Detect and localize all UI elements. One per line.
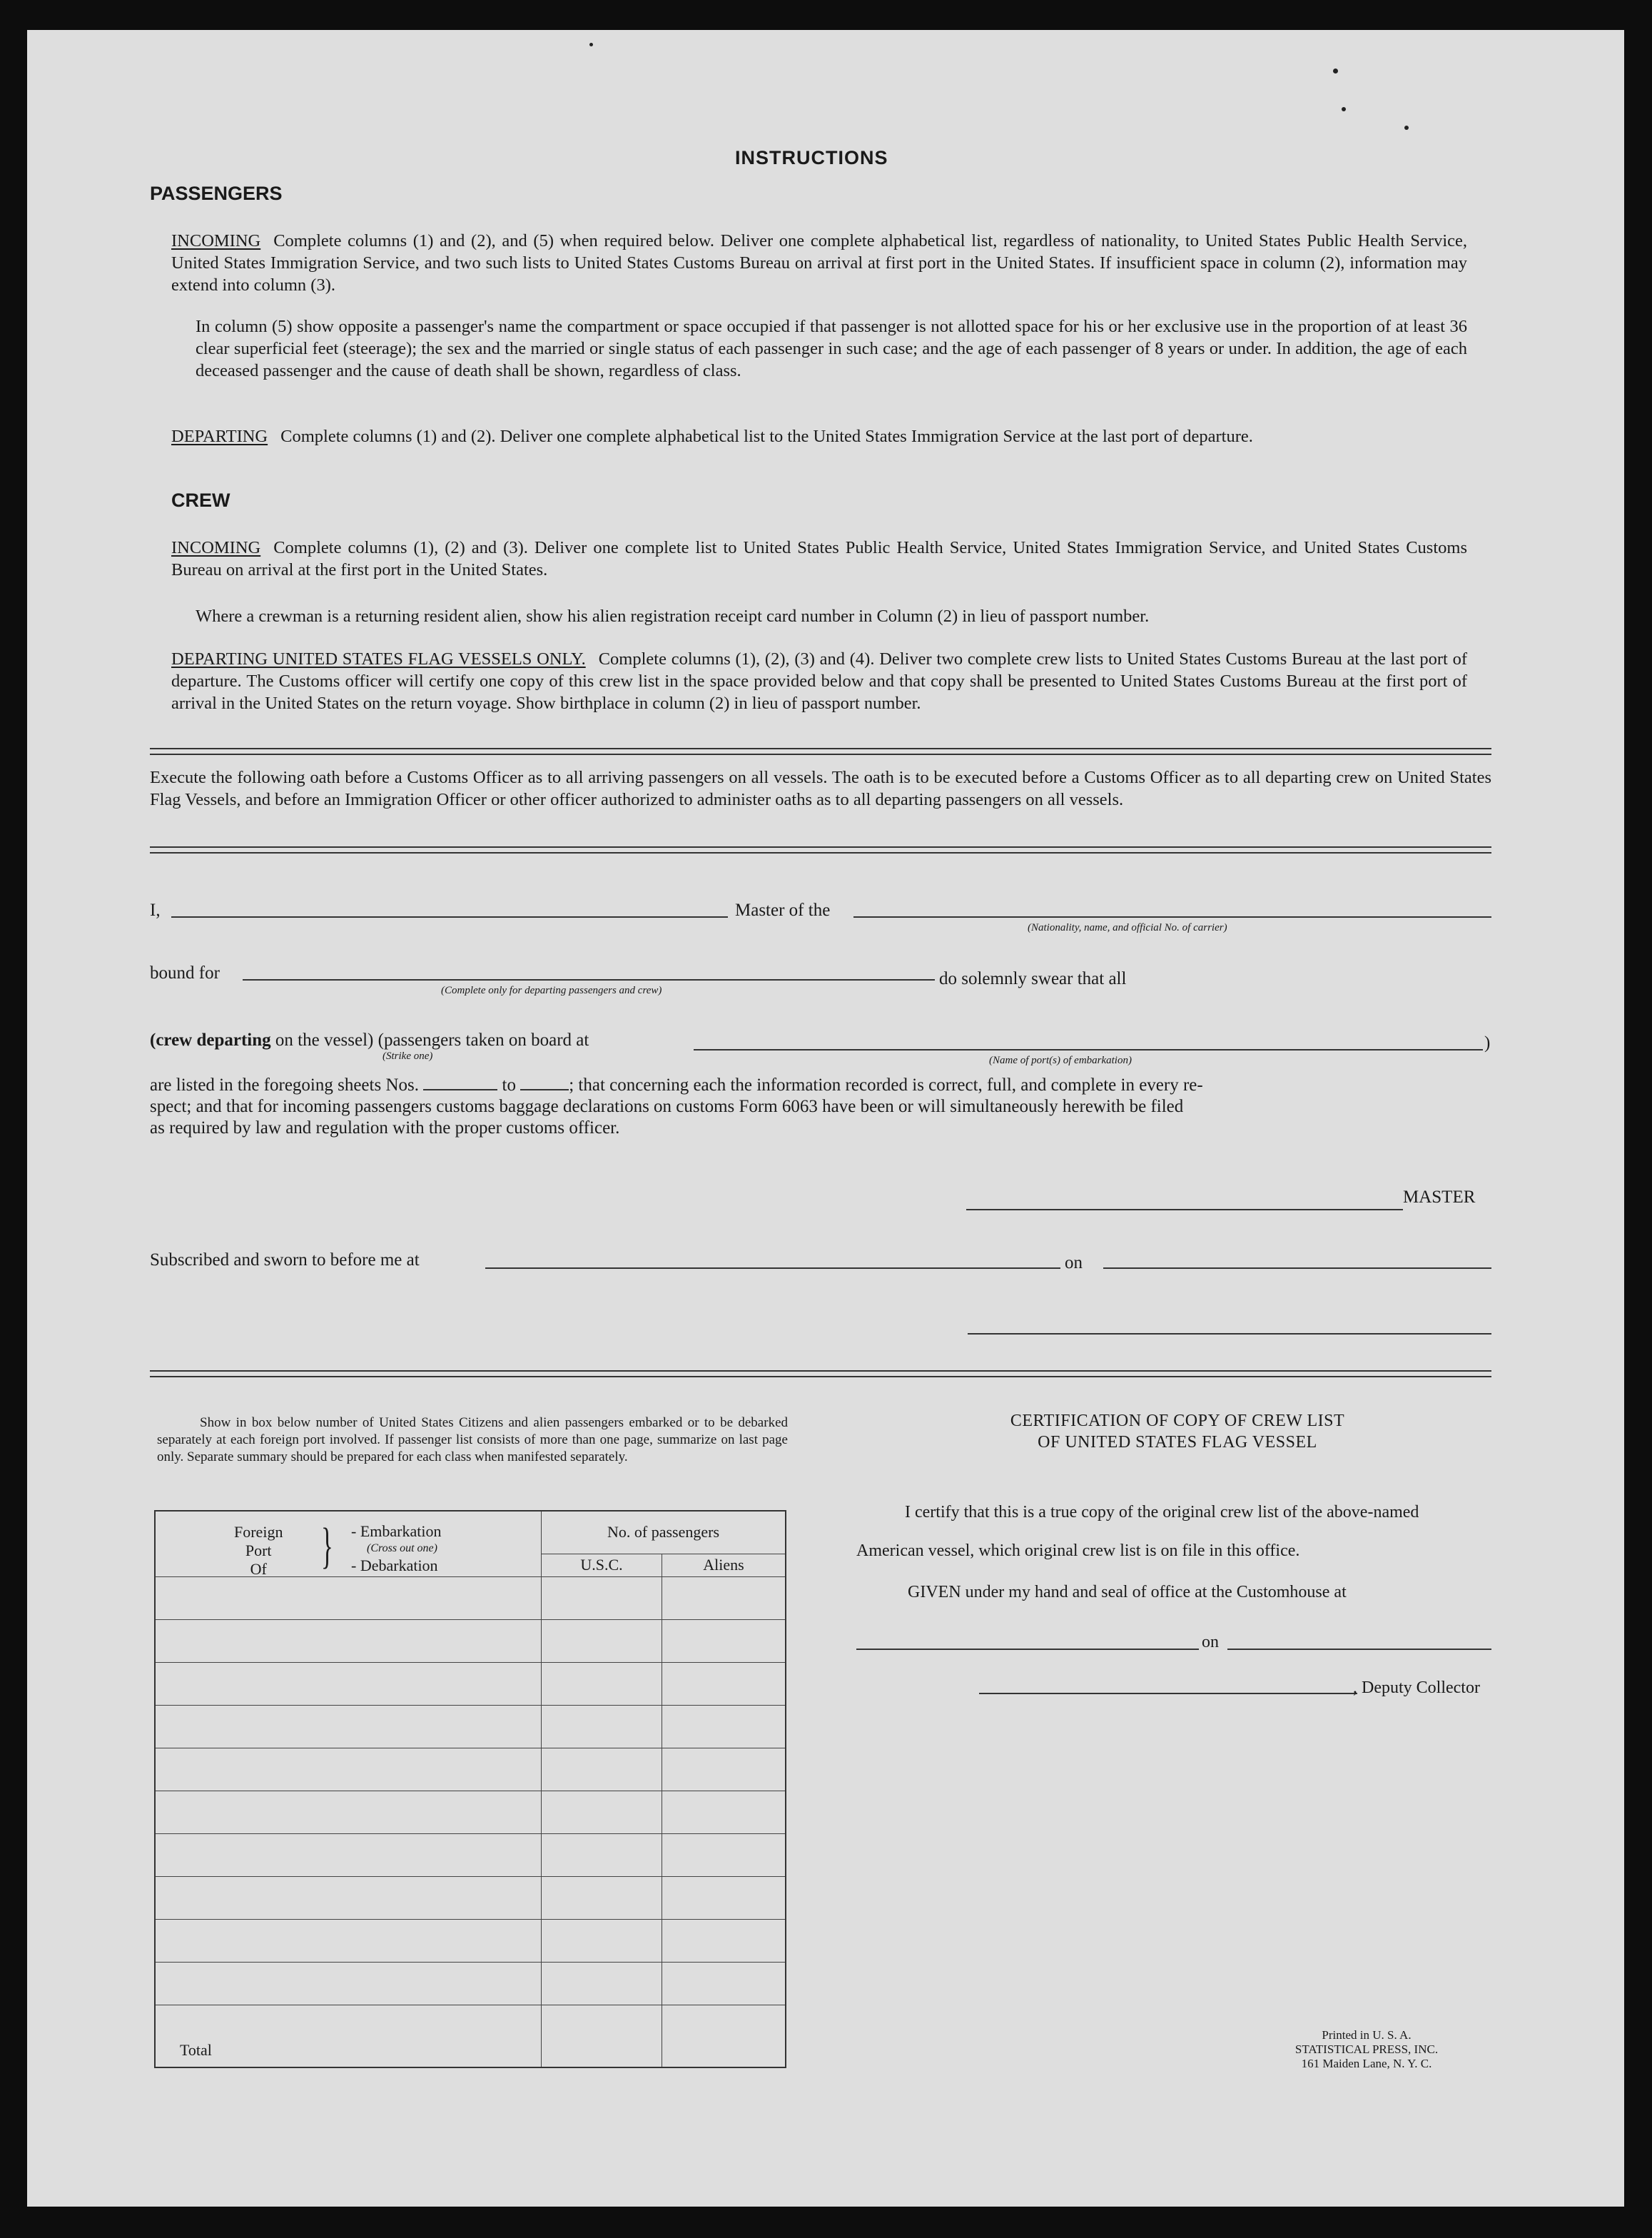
port-cell[interactable] [155, 1962, 542, 2005]
debarkation-label: - Debarkation [351, 1556, 438, 1574]
crew-heading: CREW [171, 490, 230, 511]
port-cell[interactable] [155, 1833, 542, 1876]
usc-cell[interactable] [542, 1705, 662, 1748]
port-label: Port [245, 1541, 272, 1559]
strike-one-caption: (Strike one) [382, 1050, 433, 1062]
usc-cell[interactable] [542, 1791, 662, 1833]
aliens-header: Aliens [662, 1554, 786, 1576]
usc-cell[interactable] [542, 1748, 662, 1791]
port-cell[interactable] [155, 1919, 542, 1962]
passengers-incoming-label: INCOMING [171, 231, 261, 250]
passengers-departing-label: DEPARTING [171, 427, 268, 446]
passengers-departing-paragraph [171, 425, 1467, 447]
sworn-place-field[interactable] [485, 1267, 1060, 1269]
usc-cell[interactable] [542, 1919, 662, 1962]
crew-departing-label: (crew departing [150, 1031, 271, 1050]
sheet-to-field[interactable] [520, 1078, 569, 1090]
cross-out-label: (Cross out one) [367, 1542, 437, 1554]
subscribed-label: Subscribed and sworn to before me at [150, 1250, 420, 1270]
double-rule-top [150, 1370, 1491, 1372]
listed-paragraph [150, 1075, 1491, 1139]
ports-caption: (Name of port(s) of embarkation) [989, 1055, 1132, 1066]
bound-for-field[interactable] [243, 979, 935, 981]
sworn-on-label: on [1065, 1253, 1083, 1272]
oath-intro: Execute the following oath before a Customs Officer as to all arriving passengers on all vessels. The oath is to be executed before a Customs Officer as to all departing crew on United States Flag Vessels, and before an Immigration Officer or other officer authorized to administer oaths as to all departing passengers on all vessels. [150, 768, 1491, 809]
cert-on-label: on [1202, 1633, 1219, 1651]
sheet-from-field[interactable] [423, 1078, 497, 1090]
passengers-taken-text: (passengers taken on board at [377, 1031, 589, 1050]
listed-to: to [502, 1075, 516, 1095]
usc-cell[interactable] [542, 1576, 662, 1619]
certification-title-line1: CERTIFICATION OF COPY OF CREW LIST [1010, 1412, 1345, 1430]
aliens-cell[interactable] [662, 1919, 786, 1962]
aliens-cell[interactable] [662, 1791, 786, 1833]
listed-text-b: ; that concerning each the information recorded is correct, full, and complete in every re- [569, 1075, 1203, 1095]
crew-incoming-paragraph [171, 537, 1467, 581]
on-vessel-text: on the vessel) [275, 1031, 374, 1050]
foreign-port-header [155, 1511, 542, 1576]
port-cell[interactable] [155, 1662, 542, 1705]
deputy-signature-field[interactable] [979, 1693, 1357, 1694]
deputy-collector-label: , Deputy Collector [1353, 1679, 1480, 1697]
crew-flag-text: Complete columns (1), (2), (3) and (4). Deliver two complete crew lists to United States Customs Bureau at the last port of departure. The Customs officer will certify one copy of this crew list in the space provided below and that copy shall be presented to United States Customs Bureau at the first port of arrival in the United States on the return voyage. Show birthplace in column (2) in lieu of passport number. [171, 649, 1467, 713]
aliens-cell[interactable] [662, 1748, 786, 1791]
printer-imprint [1270, 2028, 1463, 2071]
bound-for-label: bound for [150, 963, 220, 983]
aliens-cell[interactable] [662, 1576, 786, 1619]
certify-line2: American vessel, which original crew list is on file in this office. [856, 1541, 1300, 1560]
aliens-total-cell[interactable] [662, 2005, 786, 2067]
crew-passengers-line [150, 1031, 589, 1050]
usc-cell[interactable] [542, 1662, 662, 1705]
column5-paragraph: In column (5) show opposite a passenger's name the compartment or space occupied if that passenger is not allotted space for his or her exclusive use in the proportion of at least 36 clear superficial feet (steerage); the sex and the married or single status of each passenger in such case; and the age of each passenger of 8 years or under. In addition, the age of each deceased passenger and the cause of death shall be shown, regardless of class. [196, 317, 1467, 380]
printer-line1: Printed in U. S. A. [1322, 2028, 1412, 2042]
passengers-departing-text: Complete columns (1) and (2). Deliver one complete alphabetical list to the United States Immigration Service at the last port of departure. [280, 427, 1253, 446]
master-label: MASTER [1403, 1188, 1476, 1207]
summary-instructions: Show in box below number of United States Citizens and alien passengers embarked or to be debarked separately at each foreign port involved. If passenger list consists of more than one page, summarize on last page only. Separate summary should be prepared for each class when manifested separately. [157, 1415, 788, 1464]
scan-speck [589, 43, 593, 46]
carrier-field[interactable] [853, 916, 1491, 918]
aliens-cell[interactable] [662, 1705, 786, 1748]
aliens-cell[interactable] [662, 1662, 786, 1705]
port-cell[interactable] [155, 1748, 542, 1791]
passengers-incoming-paragraph [171, 230, 1467, 296]
printer-line2: STATISTICAL PRESS, INC. [1294, 2042, 1439, 2056]
scan-speck [1333, 69, 1338, 74]
double-rule-top [150, 846, 1491, 848]
port-cell[interactable] [155, 1576, 542, 1619]
double-rule-bottom [150, 1376, 1491, 1377]
crew-incoming-label: INCOMING [171, 538, 261, 557]
passenger-summary-table [154, 1510, 786, 2068]
close-paren: ) [1484, 1033, 1491, 1053]
customhouse-field[interactable] [856, 1649, 1199, 1650]
sworn-date-field[interactable] [1103, 1267, 1491, 1269]
usc-cell[interactable] [542, 1876, 662, 1919]
port-cell[interactable] [155, 1619, 542, 1662]
aliens-cell[interactable] [662, 1619, 786, 1662]
certification-title [856, 1410, 1499, 1453]
usc-cell[interactable] [542, 1962, 662, 2005]
double-rule-bottom [150, 852, 1491, 854]
bracket-glyph: } [321, 1519, 333, 1574]
crew-flag-paragraph [171, 648, 1467, 714]
bound-caption: (Complete only for departing passengers and crew) [441, 985, 662, 996]
scan-speck [1404, 126, 1409, 130]
cert-date-field[interactable] [1227, 1649, 1491, 1650]
aliens-cell[interactable] [662, 1833, 786, 1876]
officer-signature-field[interactable] [968, 1333, 1491, 1335]
certify-line1: I certify that this is a true copy of the original crew list of the above-named [905, 1503, 1419, 1521]
crew-flag-label: DEPARTING UNITED STATES FLAG VESSELS ONLY. [171, 649, 586, 669]
swear-text: do solemnly swear that all [939, 969, 1127, 988]
crew-resident-paragraph: Where a crewman is a returning resident alien, show his alien registration receipt card number in Column (2) in lieu of passport number. [196, 607, 1150, 626]
embarkation-label: - Embarkation [351, 1522, 442, 1540]
aliens-cell[interactable] [662, 1876, 786, 1919]
printer-line3: 161 Maiden Lane, N. Y. C. [1301, 2057, 1432, 2070]
foreign-label: Foreign [234, 1523, 283, 1541]
scan-speck [1342, 107, 1346, 111]
double-rule-top [150, 748, 1491, 749]
listed-text-a: are listed in the foregoing sheets Nos. [150, 1075, 419, 1095]
crew-incoming-text: Complete columns (1), (2) and (3). Deliver one complete list to United States Public Health Service, United States Immigration Service, and United States Customs Bureau on arrival at the first port in the United States. [171, 538, 1467, 579]
port-cell[interactable] [155, 1791, 542, 1833]
usc-header: U.S.C. [542, 1554, 662, 1576]
listed-text-c: spect; and that for incoming passengers customs baggage declarations on customs Form 6063 have been or will simultaneously herewith be filed [150, 1097, 1184, 1116]
passengers-incoming-text: Complete columns (1) and (2), and (5) when required below. Deliver one complete alphabetical list, regardless of nationality, to United States Public Health Service, United States Immigration Service, and two such lists to United States Customs Bureau on arrival at first port in the United States. If insufficient space in column (2), information may extend into column (3). [171, 231, 1467, 295]
carrier-caption: (Nationality, name, and official No. of carrier) [1028, 922, 1227, 933]
port-cell[interactable] [155, 1876, 542, 1919]
master-of-label: Master of the [735, 901, 831, 920]
usc-cell[interactable] [542, 1619, 662, 1662]
certification-title-line2: OF UNITED STATES FLAG VESSEL [1038, 1433, 1317, 1452]
no-passengers-header: No. of passengers [542, 1511, 786, 1554]
of-label: Of [250, 1560, 267, 1578]
double-rule-bottom [150, 754, 1491, 755]
instructions-title: INSTRUCTIONS [735, 147, 888, 168]
port-cell[interactable] [155, 1705, 542, 1748]
given-line: GIVEN under my hand and seal of office at the Customhouse at [908, 1583, 1347, 1601]
listed-text-d: as required by law and regulation with the proper customs officer. [150, 1118, 620, 1138]
usc-total-cell[interactable] [542, 2005, 662, 2067]
i-label: I, [150, 901, 161, 920]
passengers-heading: PASSENGERS [150, 183, 283, 204]
ports-field[interactable] [694, 1049, 1483, 1050]
master-name-field[interactable] [171, 916, 728, 918]
total-label: Total [155, 2005, 542, 2067]
aliens-cell[interactable] [662, 1962, 786, 2005]
usc-cell[interactable] [542, 1833, 662, 1876]
master-signature-field[interactable] [966, 1209, 1403, 1210]
